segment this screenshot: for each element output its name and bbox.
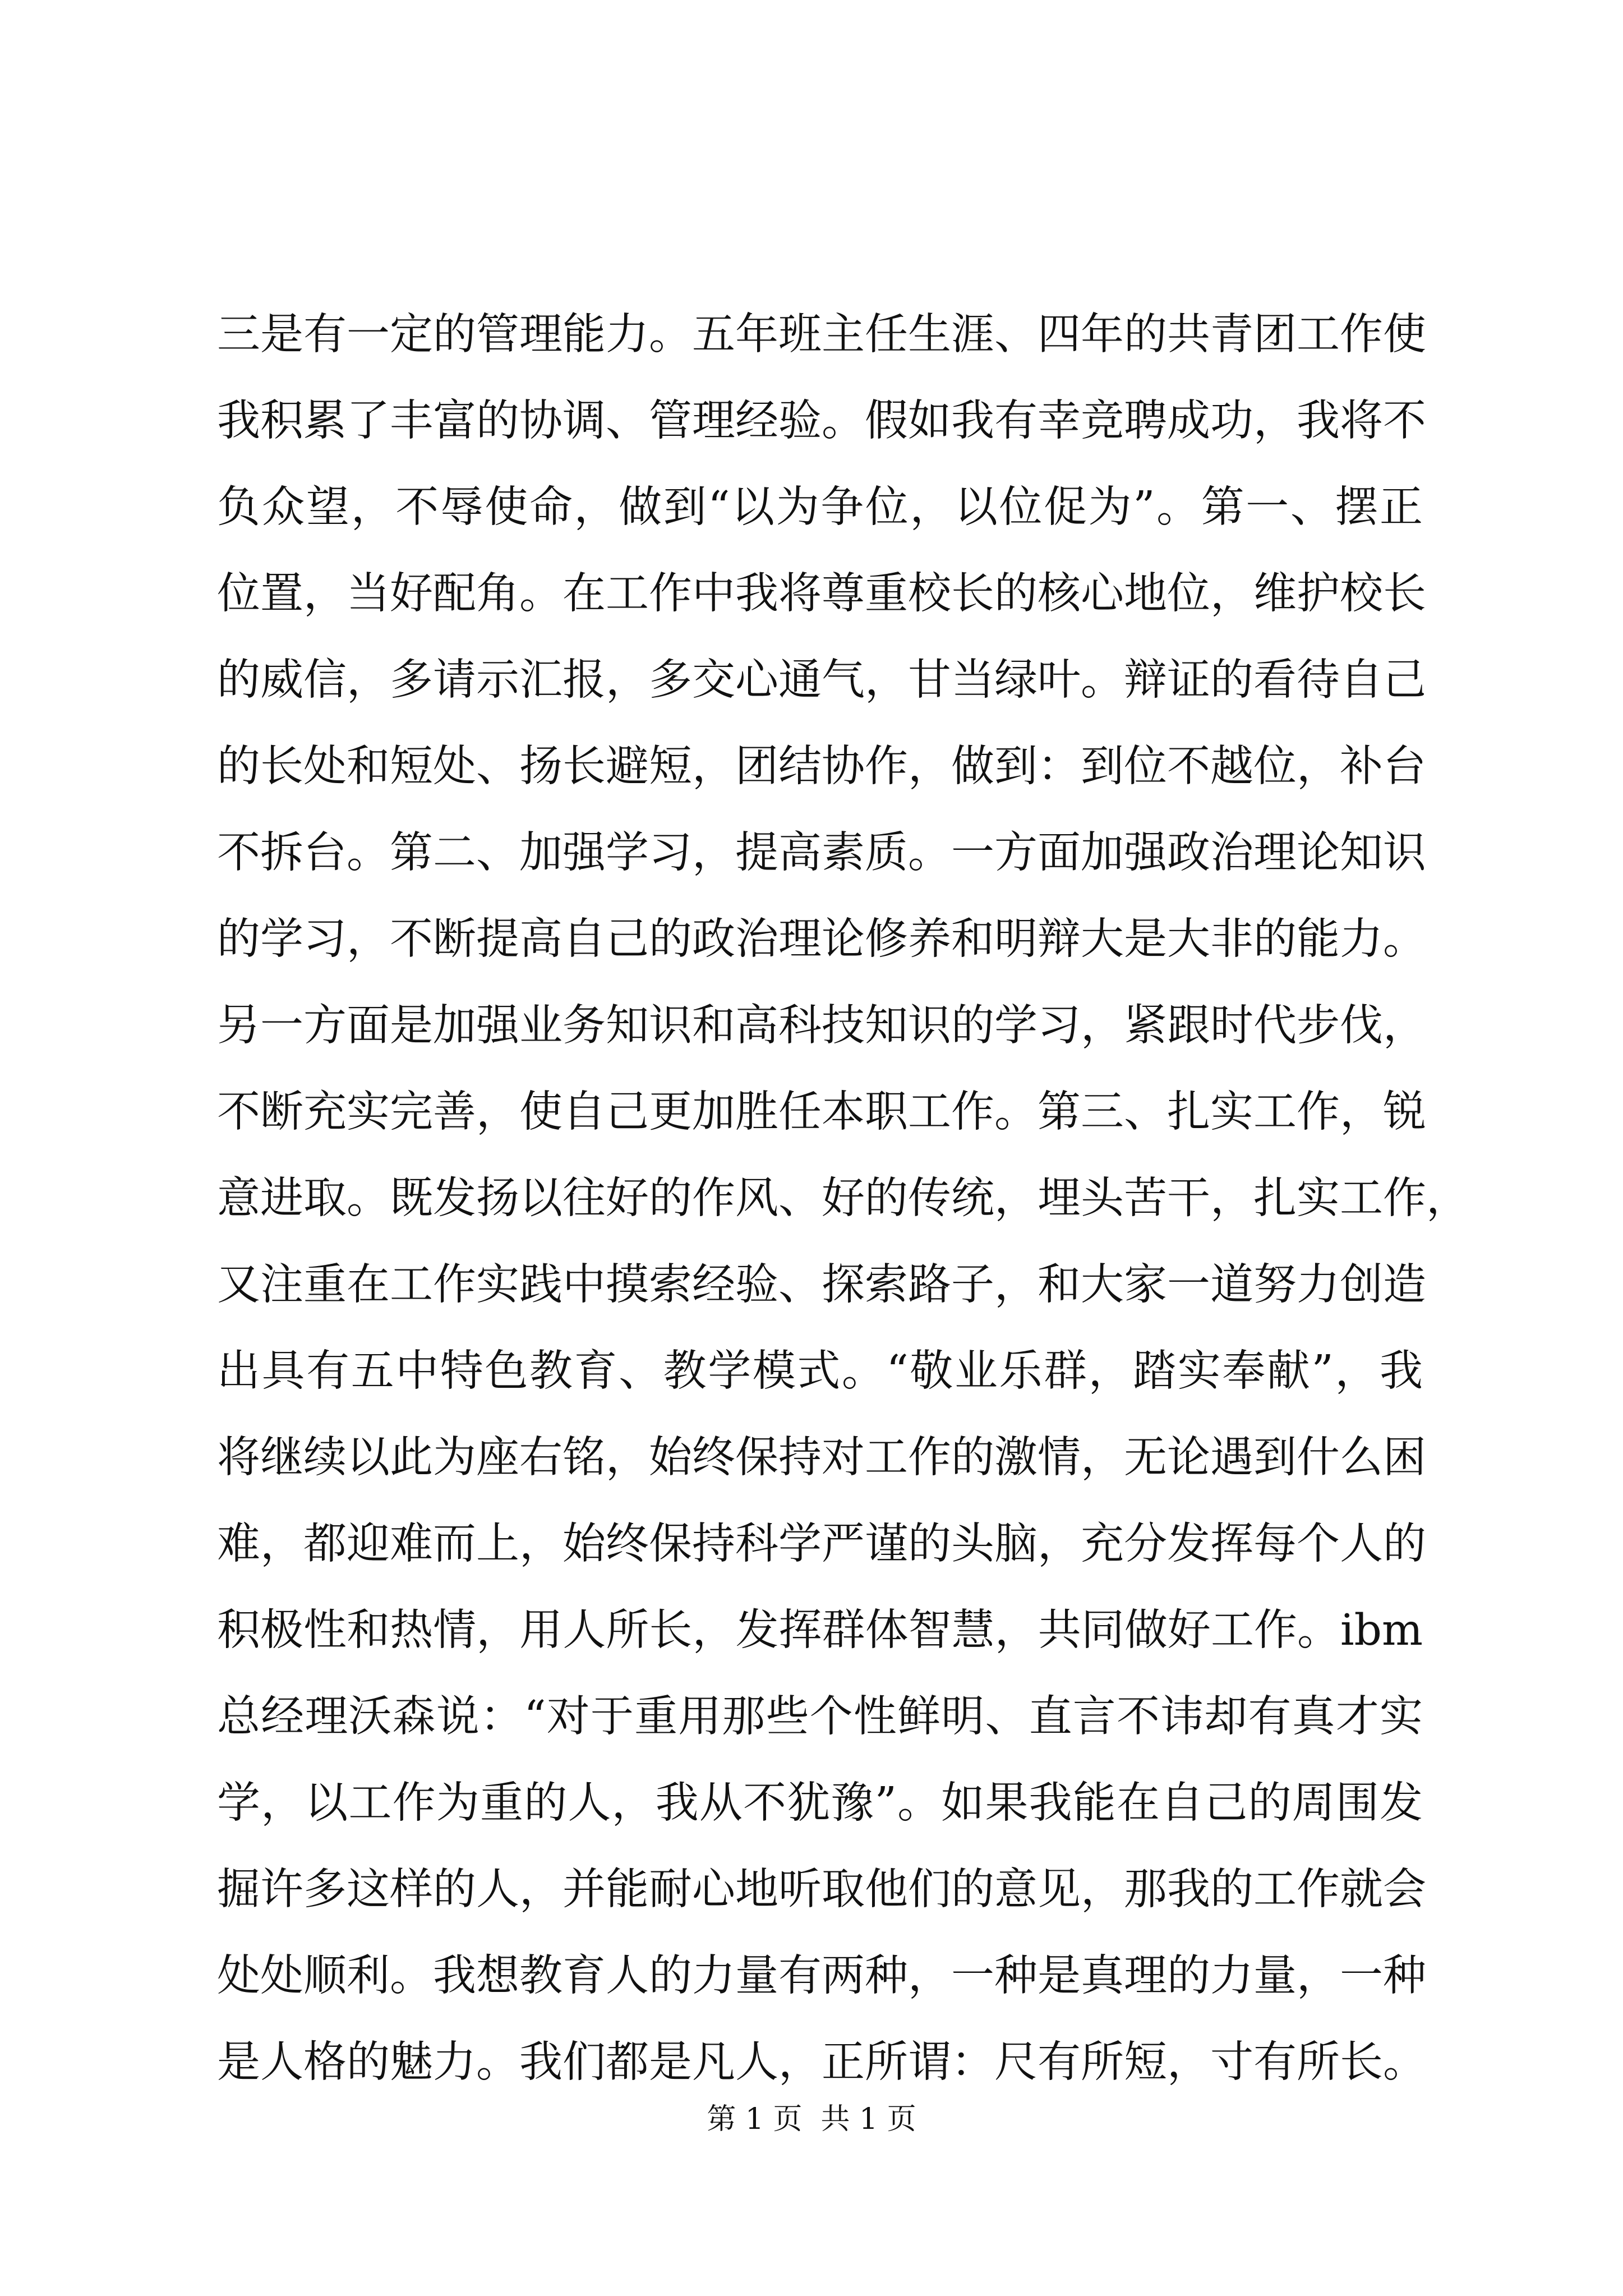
text-line: 负众望，不辱使命，做到“以为争位，以位促为”。第一、摆正	[217, 482, 1423, 532]
text-line: 将继续以此为座右铭，始终保持对工作的激情，无论遇到什么困	[217, 1433, 1426, 1483]
text-line: 不断充实完善，使自己更加胜任本职工作。第三、扎实工作，锐	[217, 1087, 1426, 1137]
text-line: 又注重在工作实践中摸索经验、探索路子，和大家一道努力创造	[217, 1260, 1426, 1310]
text-line: 是人格的魅力。我们都是凡人，正所谓：尺有所短，寸有所长。	[217, 2037, 1426, 2087]
text-line: 我积累了丰富的协调、管理经验。假如我有幸竞聘成功，我将不	[217, 396, 1426, 446]
text-line: 位置，当好配角。在工作中我将尊重校长的核心地位，维护校长	[217, 569, 1426, 619]
text-line: 的威信，多请示汇报，多交心通气，甘当绿叶。辩证的看待自己	[217, 655, 1426, 705]
text-line: 不拆台。第二、加强学习，提高素质。一方面加强政治理论知识	[217, 828, 1426, 878]
text-line: 学，以工作为重的人，我从不犹豫”。如果我能在自己的周围发	[217, 1778, 1423, 1828]
text-line: 的学习，不断提高自己的政治理论修养和明辩大是大非的能力。	[217, 914, 1426, 964]
body-text	[217, 292, 1469, 2106]
text-line: 意进取。既发扬以往好的作风、好的传统，埋头苦干，扎实工作，	[217, 1174, 1469, 1223]
text-line: 处处顺利。我想教育人的力量有两种，一种是真理的力量，一种	[217, 1951, 1426, 2001]
text-line: 出具有五中特色教育、教学模式。“敬业乐群，踏实奉献”，我	[217, 1346, 1423, 1396]
text-line: 另一方面是加强业务知识和高科技知识的学习，紧跟时代步伐，	[217, 1001, 1426, 1051]
text-line: 积极性和热情，用人所长，发挥群体智慧，共同做好工作。ibm	[217, 1605, 1423, 1655]
text-line: 总经理沃森说：“对于重用那些个性鲜明、直言不讳却有真才实	[217, 1692, 1423, 1742]
text-line: 难，都迎难而上，始终保持科学严谨的头脑，充分发挥每个人的	[217, 1519, 1426, 1569]
text-line: 三是有一定的管理能力。五年班主任生涯、四年的共青团工作使	[217, 310, 1426, 360]
text-line: 掘许多这样的人，并能耐心地听取他们的意见，那我的工作就会	[217, 1865, 1426, 1915]
text-line: 的长处和短处、扬长避短，团结协作，做到：到位不越位，补台	[217, 742, 1426, 792]
page-footer: 第 1 页 共 1 页	[707, 2102, 916, 2136]
